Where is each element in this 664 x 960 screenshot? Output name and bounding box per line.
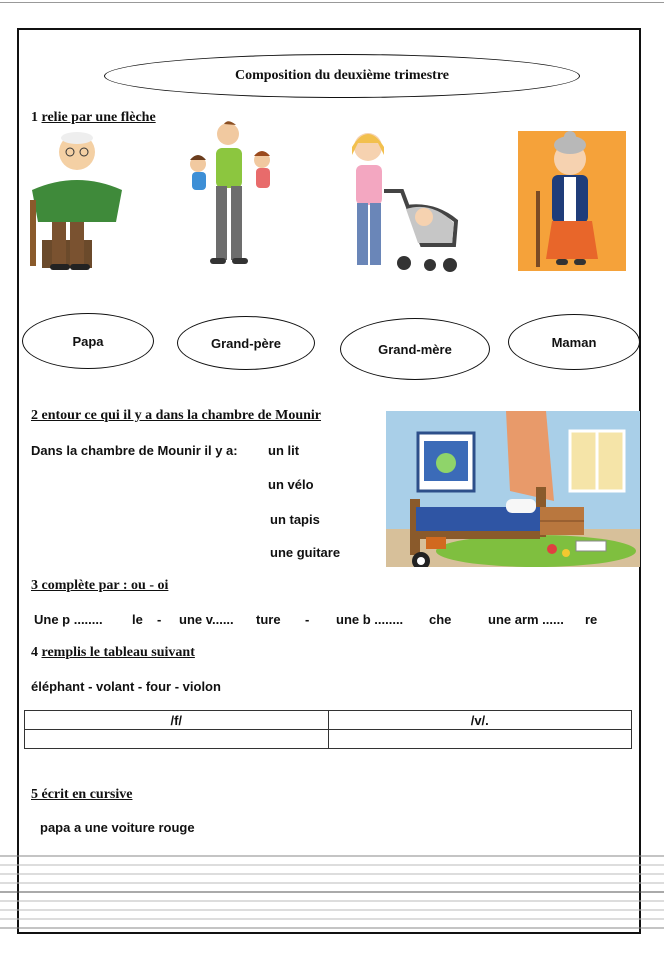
choice-rug[interactable]: un tapis <box>270 512 320 527</box>
fill-word-3-end: che <box>429 612 452 627</box>
cursive-sentence: papa a une voiture rouge <box>40 820 195 835</box>
section4-number: 4 <box>31 645 38 660</box>
mother-picture <box>344 125 464 275</box>
fill-word-4-start[interactable]: une arm ...... <box>488 612 564 627</box>
section2-heading: 2 entour ce qui il y a dans la chambre de Mounir <box>31 408 322 423</box>
section1-number: 1 <box>31 110 38 125</box>
fill-word-2-end: ture <box>256 612 281 627</box>
cell-v-answer[interactable] <box>328 730 632 749</box>
name-oval-grand-mere[interactable]: Grand-mère <box>340 318 490 380</box>
separator-2: - <box>305 612 310 627</box>
cell-f-answer[interactable] <box>25 730 329 749</box>
separator-1: - <box>157 612 162 627</box>
header-f: /f/ <box>25 711 329 730</box>
page-title: Composition du deuxième trimestre <box>104 54 580 98</box>
handwriting-lines[interactable] <box>0 852 664 932</box>
bedroom-picture <box>386 411 640 567</box>
fill-word-1-start[interactable]: Une p ........ <box>34 612 103 627</box>
section1-heading-text: relie par une flèche <box>41 110 156 125</box>
header-v: /v/. <box>328 711 632 730</box>
sound-table <box>24 710 632 749</box>
name-oval-grand-pere[interactable]: Grand-père <box>177 316 315 370</box>
choice-bike[interactable]: un vélo <box>268 477 314 492</box>
fill-word-3-start[interactable]: une b ........ <box>336 612 404 627</box>
section5-heading: 5 écrit en cursive <box>31 787 133 802</box>
father-picture <box>180 120 280 278</box>
choice-bed[interactable]: un lit <box>268 443 300 458</box>
choice-guitar[interactable]: une guitare <box>270 545 341 560</box>
section3-heading: 3 complète par : ou - oi <box>31 578 169 593</box>
word-list: éléphant - volant - four - violon <box>31 679 221 694</box>
fill-word-2-start[interactable]: une v...... <box>179 612 234 627</box>
grandmother-picture <box>518 131 626 271</box>
top-rule <box>0 2 664 3</box>
grandfather-picture <box>22 130 132 272</box>
fill-word-1-end: le <box>132 612 143 627</box>
section4-heading <box>31 645 195 661</box>
name-oval-papa[interactable]: Papa <box>22 313 154 369</box>
fill-word-4-end: re <box>585 612 598 627</box>
section1-heading <box>31 110 156 126</box>
section4-heading-text: remplis le tableau suivant <box>41 645 195 660</box>
room-intro-text: Dans la chambre de Mounir il y a: <box>31 443 238 458</box>
name-oval-maman[interactable]: Maman <box>508 314 640 370</box>
